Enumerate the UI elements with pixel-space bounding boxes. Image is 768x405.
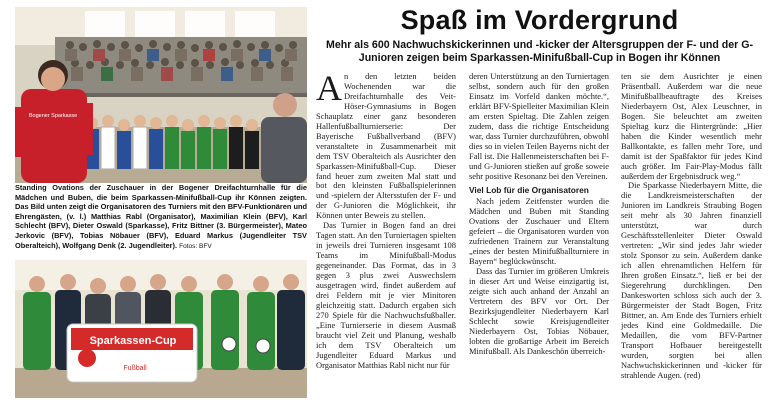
paragraph: ten sie dem Ausrichter je einen Präsentball. Außerdem war die neue Minifußballbeauftragte des Kreises Niederbayern Ost, Alex Leuschner, in Bogen. Sie beleuchtet am zweiten Spieltag kurz die Hintergründe: „Hier haben die Kinder wesentlich mehr Ballkontakte, es fallen mehr Tore, und damit ist der Spaßfaktor für jedes Kind auch größer. Im Fair-Play-Modus fällt außerdem der Ergebnisdruck weg.“	[621, 71, 762, 181]
caption-text: Standing Ovations der Zuschauer in der Bogener Dreifachturnhalle für die Mädchen und Buben, die beim Sparkassen-Minifußball-Cup ihr Können zeigten. Das Bild unten zeigt die Organisatoren des Turniers mit den BFV-Funktionären und Ehrengästen, (v. l.) Matthias Rabl (Organisator), Maximilian Klein (BFV), Karl Schlecht (BFV), Dieter Oswald (Sparkasse), Fritz Bittner (3. Bürgermeister), Mateo Jerkovic (BFV), Tobias Nöbauer (BFV), Eduard Markus (Jugendleiter TSV Oberalteich), Wolfgang Denk (2. Jugendleiter).	[15, 183, 307, 250]
paragraph: deren Unterstützung an den Turniertagen selbst, sondern auch für den großen Einsatz im Vorfeld danken möchte.“, erklärt BFV-Spielleiter Maximilian Klein am ersten Spieltag. Die Zahlen zeigen zudem, dass die richtige Entscheidung war, dass Turnier durchzuführen, obwohl dies so in vielen Teilen Bayerns nicht der Fall ist. Die Hallenmeisterschaften bei F- und G-Junioren stießen auf große soweie sehr positive Resonanz bei den Vereinen.	[469, 71, 609, 181]
article-headline: Spaß im Vordergrund	[400, 5, 679, 35]
article-column-2	[469, 72, 609, 357]
paragraph-text: n den letzten beiden Wochenenden war die Dreifachturnhalle des Veit-Höser-Gymnasiums in Bogen Schauplatz einer ganz besonderen Hallenfußballturnierserie: Der Bayerische Fußballverband (BFV) veranstaltete in Zusammenarbeit mit dem TSV Oberalteich als Ausrichter den Sparkassen-Minifußball-Cup. Dieser fand heuer zum zweiten Mal statt und bot den kleinsten Fußballspielerinnen und -spielern der Altersstufen der F- und der G-Junioren die Möglichkeit, ihr Können unter Beweis zu stellen.	[316, 71, 456, 221]
paragraph: Dass das Turnier im größeren Umkreis in dieser Art und Weise einzigartig ist, zeigte sich auch anhand der Anzahl an Vertretern des BFV vor Ort. Der Bezirksjugendleiter Niederbayern Karl Schlecht sowie Kreisjugendleiter Niederbayern Ost, Tobias Nöbauer, lobten die großartige Arbeit im Bereich Minifußball. Als Dankeschön überreich-	[469, 266, 609, 356]
section-subheading: Viel Lob für die Organisatoren	[469, 185, 589, 196]
banner-subtext: Fußball	[123, 365, 147, 372]
photo-organizers-group	[15, 260, 307, 398]
photo-credit: Fotos: BFV	[179, 242, 212, 250]
photo-standing-ovation	[15, 7, 307, 183]
photo-caption	[15, 183, 307, 249]
dropcap: A	[316, 68, 342, 108]
article-subheadline: Mehr als 600 Nachwuchskickerinnen und -kicker der Altersgruppen der F- und der G-Junioren zeigen beim Sparkassen-Minifußball-Cup in Bogen ihr Können	[326, 39, 753, 64]
shirt-text: Bogener Sparkasse	[28, 113, 78, 119]
paragraph: Die Sparkasse Niederbayern Mitte, die die Landkreismeisterschaften der Junioren im Landkreis Straubing Bogen seit mehr als 30 Jahren finanziell unterstützt, war durch Geschäftsstellenleiter Dieter Oswald vertreten: „Wir sind jedes Jahr wieder stolz Sponsor zu sein. Außerdem danke ich allen ehrenamtlichen Helfern für Ihren großen Einsatz.“, ließ er bei der Siegerehrung durchklingen. Den Dankesworten schloss sich auch der 3. Bürgermeister der Stadt Bogen, Fritz Bittner, an. Am Ende des Turniers erhielt jedes Kind eine Goldmedaille. Die Medaillen, die vom BFV-Partner Transport Hofbauer bereitgestellt wurden, sorgten bei allen Nachwuchskickerinnen und -kicker für strahlende Augen. (red)	[621, 180, 762, 380]
article-column-3	[621, 72, 762, 381]
paragraph: Nach jedem Zeitfenster wurden die Mädchen und Buben mit Standing Ovations der Zuschauer und Eltern gefeiert – die Organisatoren wurden von zufriedenen Trainern zur Veranstaltung „eines der besten Minifußballturniere in Bayern“ beglückwünscht.	[469, 196, 609, 267]
paragraph	[316, 68, 456, 221]
article-column-1	[316, 68, 456, 371]
banner-text: Sparkassen-Cup	[89, 335, 177, 347]
paragraph: Das Turnier in Bogen fand an drei Tagen statt. An den Turniertagen spielten in jeweils drei Turnieren insgesamt 108 Teams im Minifußball-Modus gegeneinander. Das Format, das in 3 gegen 3 plus zwei Auswechslern ausgetragen wird, findet außerdem auf drei Feldern mit je vier Minitoren gleichzeitig statt. Dadurch ergaben sich 270 Spiele für die Nachwuchsfußballer. „Eine Turnierserie in diesem Ausmaß braucht viel Zeit und Planung, weshalb ich dem TSV Oberalteich um Jugendleiter Eduard Markus und Organisator Matthias Rabl nicht nur für	[316, 220, 456, 370]
